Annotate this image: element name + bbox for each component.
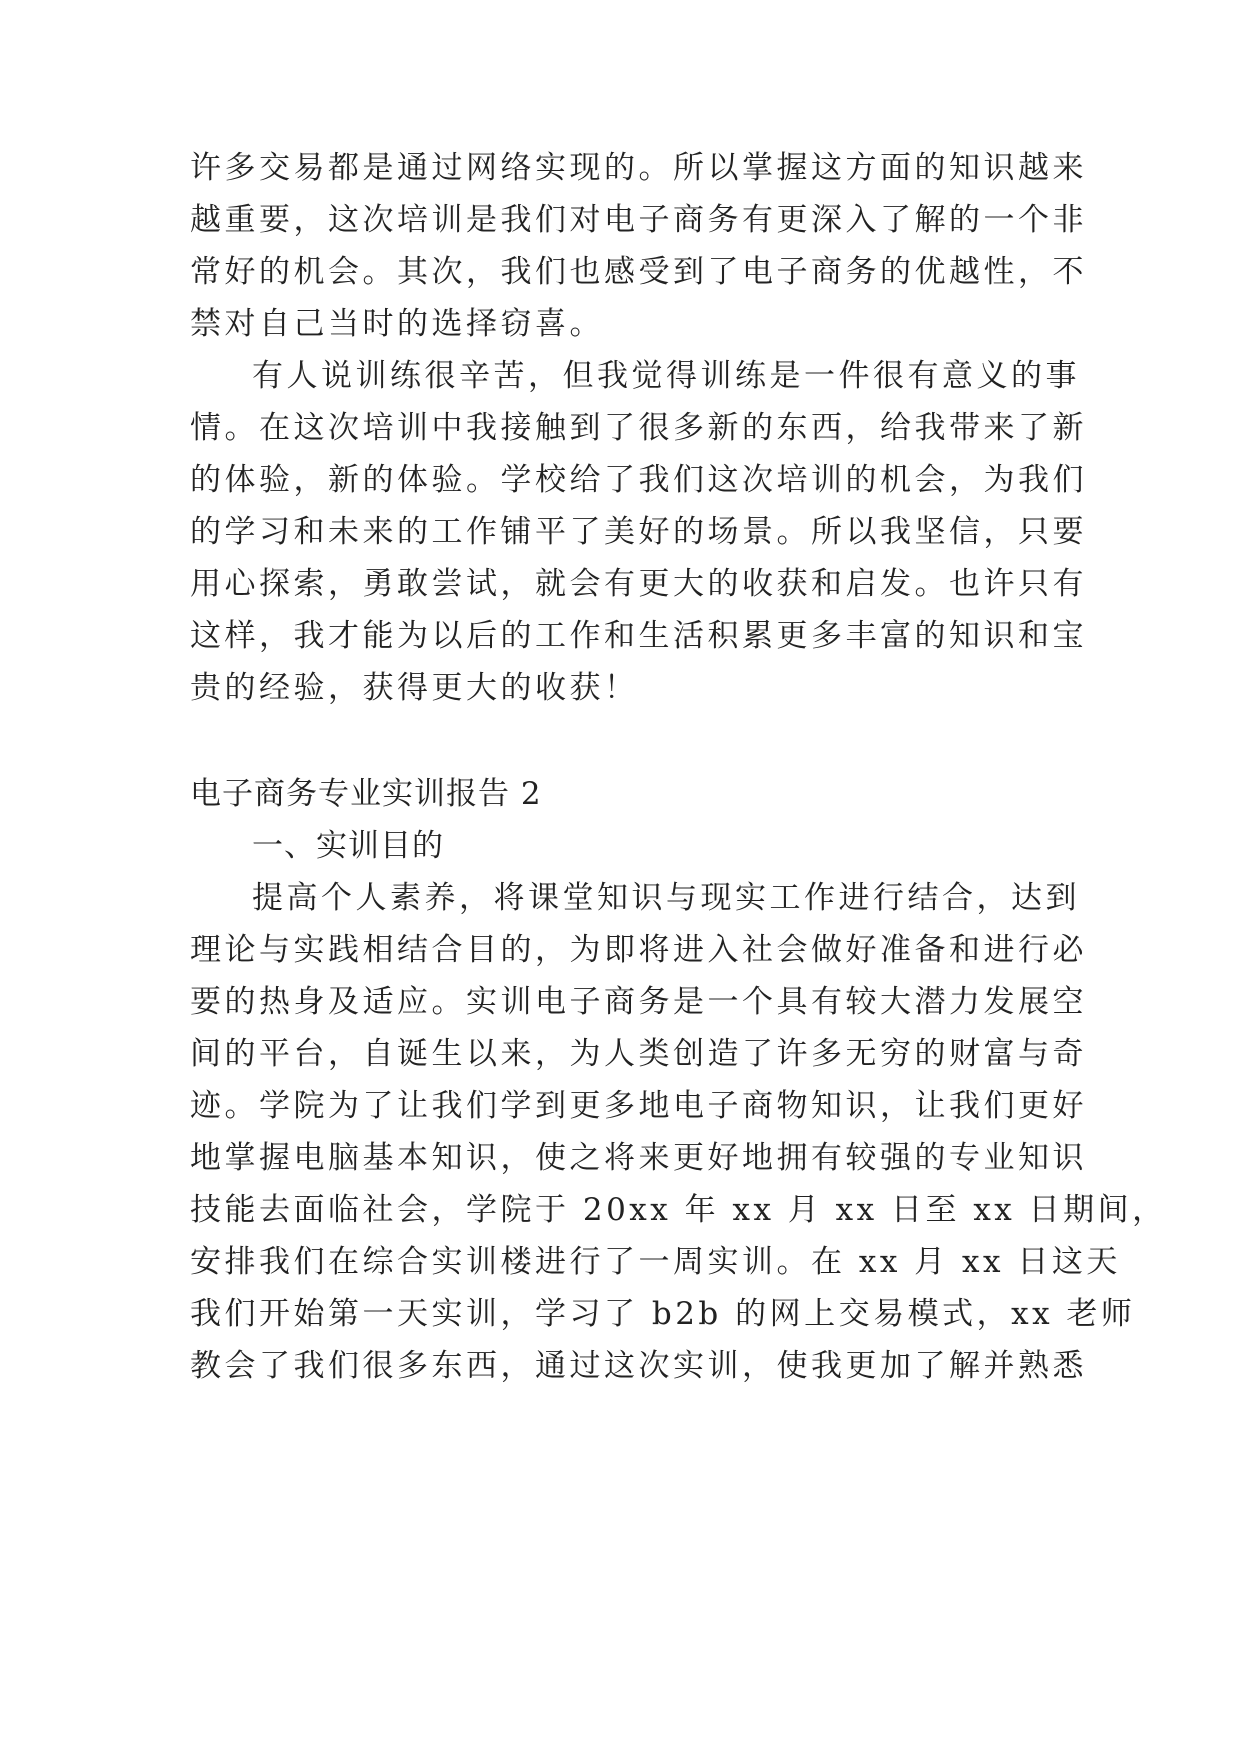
paragraph-2-line-6: 这样，我才能为以后的工作和生活积累更多丰富的知识和宝	[190, 618, 1087, 654]
paragraph-3-line-10: 教会了我们很多东西，通过这次实训，使我更加了解并熟悉	[190, 1348, 1087, 1384]
paragraph-1-line-2: 越重要，这次培训是我们对电子商务有更深入了解的一个非	[190, 202, 1087, 238]
paragraph-3-line-3: 要的热身及适应。实训电子商务是一个具有较大潜力发展空	[190, 984, 1087, 1020]
section-title: 电子商务专业实训报告 2	[190, 776, 542, 812]
paragraph-1-line-4: 禁对自己当时的选择窃喜。	[190, 306, 604, 342]
paragraph-2-line-2: 情。在这次培训中我接触到了很多新的东西，给我带来了新	[190, 410, 1087, 446]
paragraph-2-line-5: 用心探索，勇敢尝试，就会有更大的收获和启发。也许只有	[190, 566, 1087, 602]
paragraph-1-line-1: 许多交易都是通过网络实现的。所以掌握这方面的知识越来	[190, 150, 1087, 186]
paragraph-3-line-4: 间的平台，自诞生以来，为人类创造了许多无穷的财富与奇	[190, 1036, 1087, 1072]
paragraph-3-line-7: 技能去面临社会，学院于 20xx 年 xx 月 xx 日至 xx 日期间，	[190, 1192, 1167, 1228]
paragraph-3-line-8: 安排我们在综合实训楼进行了一周实训。在 xx 月 xx 日这天	[190, 1244, 1121, 1280]
paragraph-2-line-1: 有人说训练很辛苦，但我觉得训练是一件很有意义的事	[252, 358, 1080, 394]
paragraph-2-line-3: 的体验，新的体验。学校给了我们这次培训的机会，为我们	[190, 462, 1087, 498]
paragraph-1-line-3: 常好的机会。其次，我们也感受到了电子商务的优越性，不	[190, 254, 1087, 290]
paragraph-2-line-4: 的学习和未来的工作铺平了美好的场景。所以我坚信，只要	[190, 514, 1087, 550]
paragraph-3-line-6: 地掌握电脑基本知识，使之将来更好地拥有较强的专业知识	[190, 1140, 1087, 1176]
paragraph-3-line-5: 迹。学院为了让我们学到更多地电子商物知识，让我们更好	[190, 1088, 1087, 1124]
paragraph-3-line-2: 理论与实践相结合目的，为即将进入社会做好准备和进行必	[190, 932, 1087, 968]
paragraph-3-line-1: 提高个人素养，将课堂知识与现实工作进行结合，达到	[252, 880, 1080, 916]
subheading-training-purpose: 一、实训目的	[252, 828, 444, 864]
paragraph-2-line-7: 贵的经验，获得更大的收获！	[190, 670, 639, 706]
paragraph-3-line-9: 我们开始第一天实训，学习了 b2b 的网上交易模式，xx 老师	[190, 1296, 1136, 1332]
